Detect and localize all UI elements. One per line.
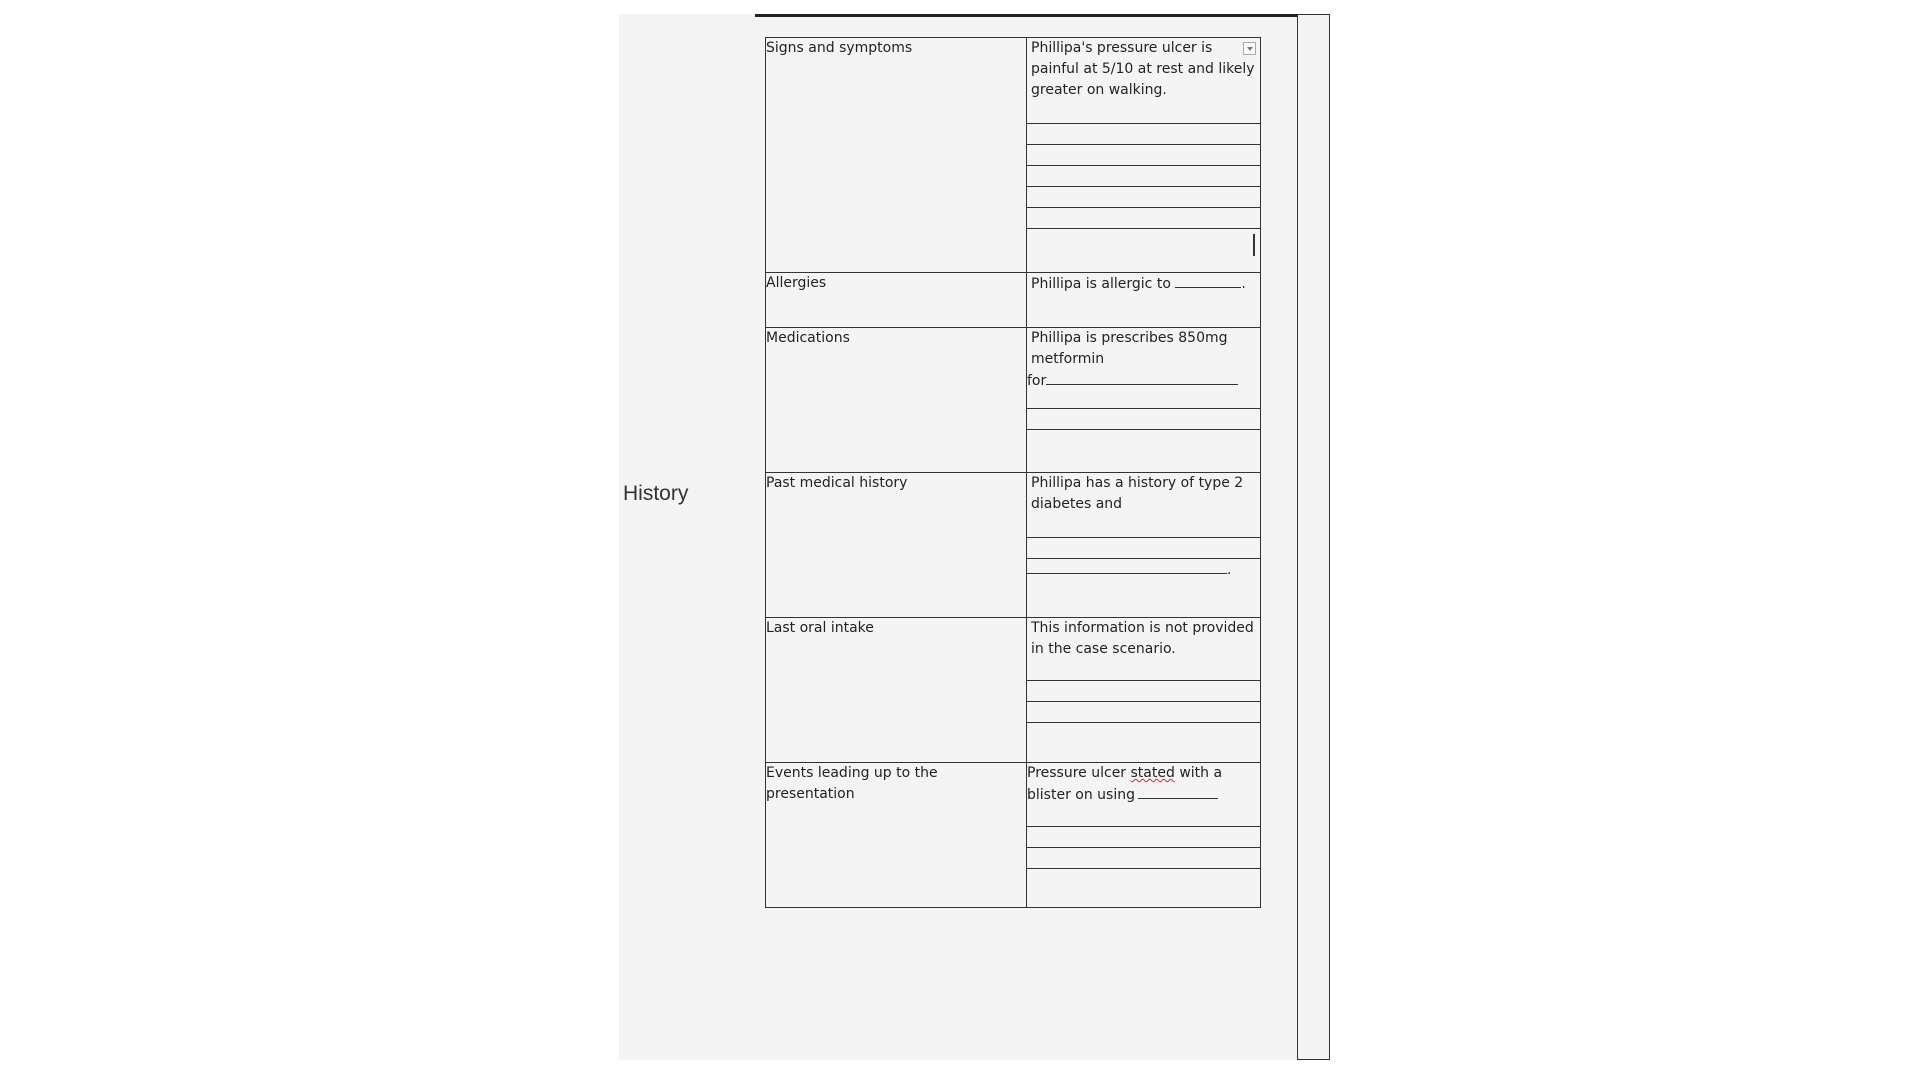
table-row — [766, 473, 1261, 618]
blank-line[interactable] — [1027, 208, 1260, 229]
section-label-history: History — [623, 482, 689, 505]
inline-blank[interactable] — [1138, 784, 1218, 799]
inline-blank[interactable] — [1027, 559, 1227, 574]
table-row — [766, 763, 1261, 908]
row-label: Signs and symptoms — [766, 40, 913, 56]
row-label-cell — [766, 273, 1027, 328]
table-row — [766, 273, 1261, 328]
blank-line[interactable] — [1027, 388, 1260, 409]
answer-line-prefix: for — [1027, 373, 1047, 389]
answer-field-medications[interactable] — [1027, 328, 1261, 473]
answer-field-allergies[interactable] — [1027, 273, 1261, 328]
table-row — [766, 618, 1261, 763]
answer-text: with a blister on using — [1027, 765, 1223, 803]
table-row — [766, 38, 1261, 273]
row-label: Last oral intake — [766, 620, 874, 636]
blank-line[interactable] — [1027, 538, 1260, 559]
misspelled-word: stated — [1130, 765, 1175, 781]
answer-field-events-leading-up[interactable] — [1027, 763, 1261, 908]
answer-suffix: . — [1227, 562, 1232, 578]
inline-blank[interactable] — [1046, 370, 1238, 385]
row-label: Events leading up to the presentation — [766, 765, 938, 802]
answer-text: This information is not provided in the case scenario. — [1031, 620, 1254, 657]
row-label: Past medical history — [766, 475, 908, 491]
answer-suffix: . — [1241, 276, 1246, 292]
blank-line[interactable] — [1027, 848, 1260, 869]
answer-text: Pressure ulcer — [1027, 765, 1127, 781]
row-label-cell — [766, 473, 1027, 618]
blank-line[interactable] — [1027, 124, 1260, 145]
blank-line[interactable] — [1027, 103, 1260, 124]
answer-text: Phillipa is prescribes 850mg metformin — [1031, 330, 1228, 367]
left-column — [619, 14, 756, 1060]
blank-line[interactable] — [1027, 681, 1260, 702]
row-label-cell — [766, 763, 1027, 908]
answer-field-last-oral-intake[interactable] — [1027, 618, 1261, 763]
blank-line[interactable] — [1027, 806, 1260, 827]
row-label-cell — [766, 38, 1027, 273]
row-label: Allergies — [766, 275, 827, 291]
blank-line[interactable] — [1027, 187, 1260, 208]
table-row — [766, 328, 1261, 473]
blank-line[interactable] — [1027, 166, 1260, 187]
blank-line[interactable] — [1027, 409, 1260, 430]
answer-text: Phillipa has a history of type 2 diabetes and — [1031, 475, 1244, 512]
answer-field-past-medical-history[interactable] — [1027, 473, 1261, 618]
row-label: Medications — [766, 330, 850, 346]
blank-line[interactable] — [1027, 517, 1260, 538]
row-label-cell — [766, 618, 1027, 763]
blank-line[interactable] — [1027, 827, 1260, 848]
text-cursor — [1253, 234, 1255, 256]
history-table — [765, 37, 1261, 908]
answer-field-signs-symptoms[interactable] — [1027, 38, 1261, 273]
inline-blank[interactable] — [1175, 273, 1241, 288]
answer-text: Phillipa's pressure ulcer is painful at 5/10 at rest and likely greater on walking. — [1031, 40, 1255, 98]
blank-line[interactable] — [1027, 145, 1260, 166]
blank-line[interactable] — [1027, 660, 1260, 681]
answer-text: Phillipa is allergic to — [1031, 276, 1171, 292]
row-label-cell — [766, 328, 1027, 473]
blank-line[interactable] — [1027, 702, 1260, 723]
dropdown-arrow-icon[interactable] — [1243, 42, 1256, 55]
